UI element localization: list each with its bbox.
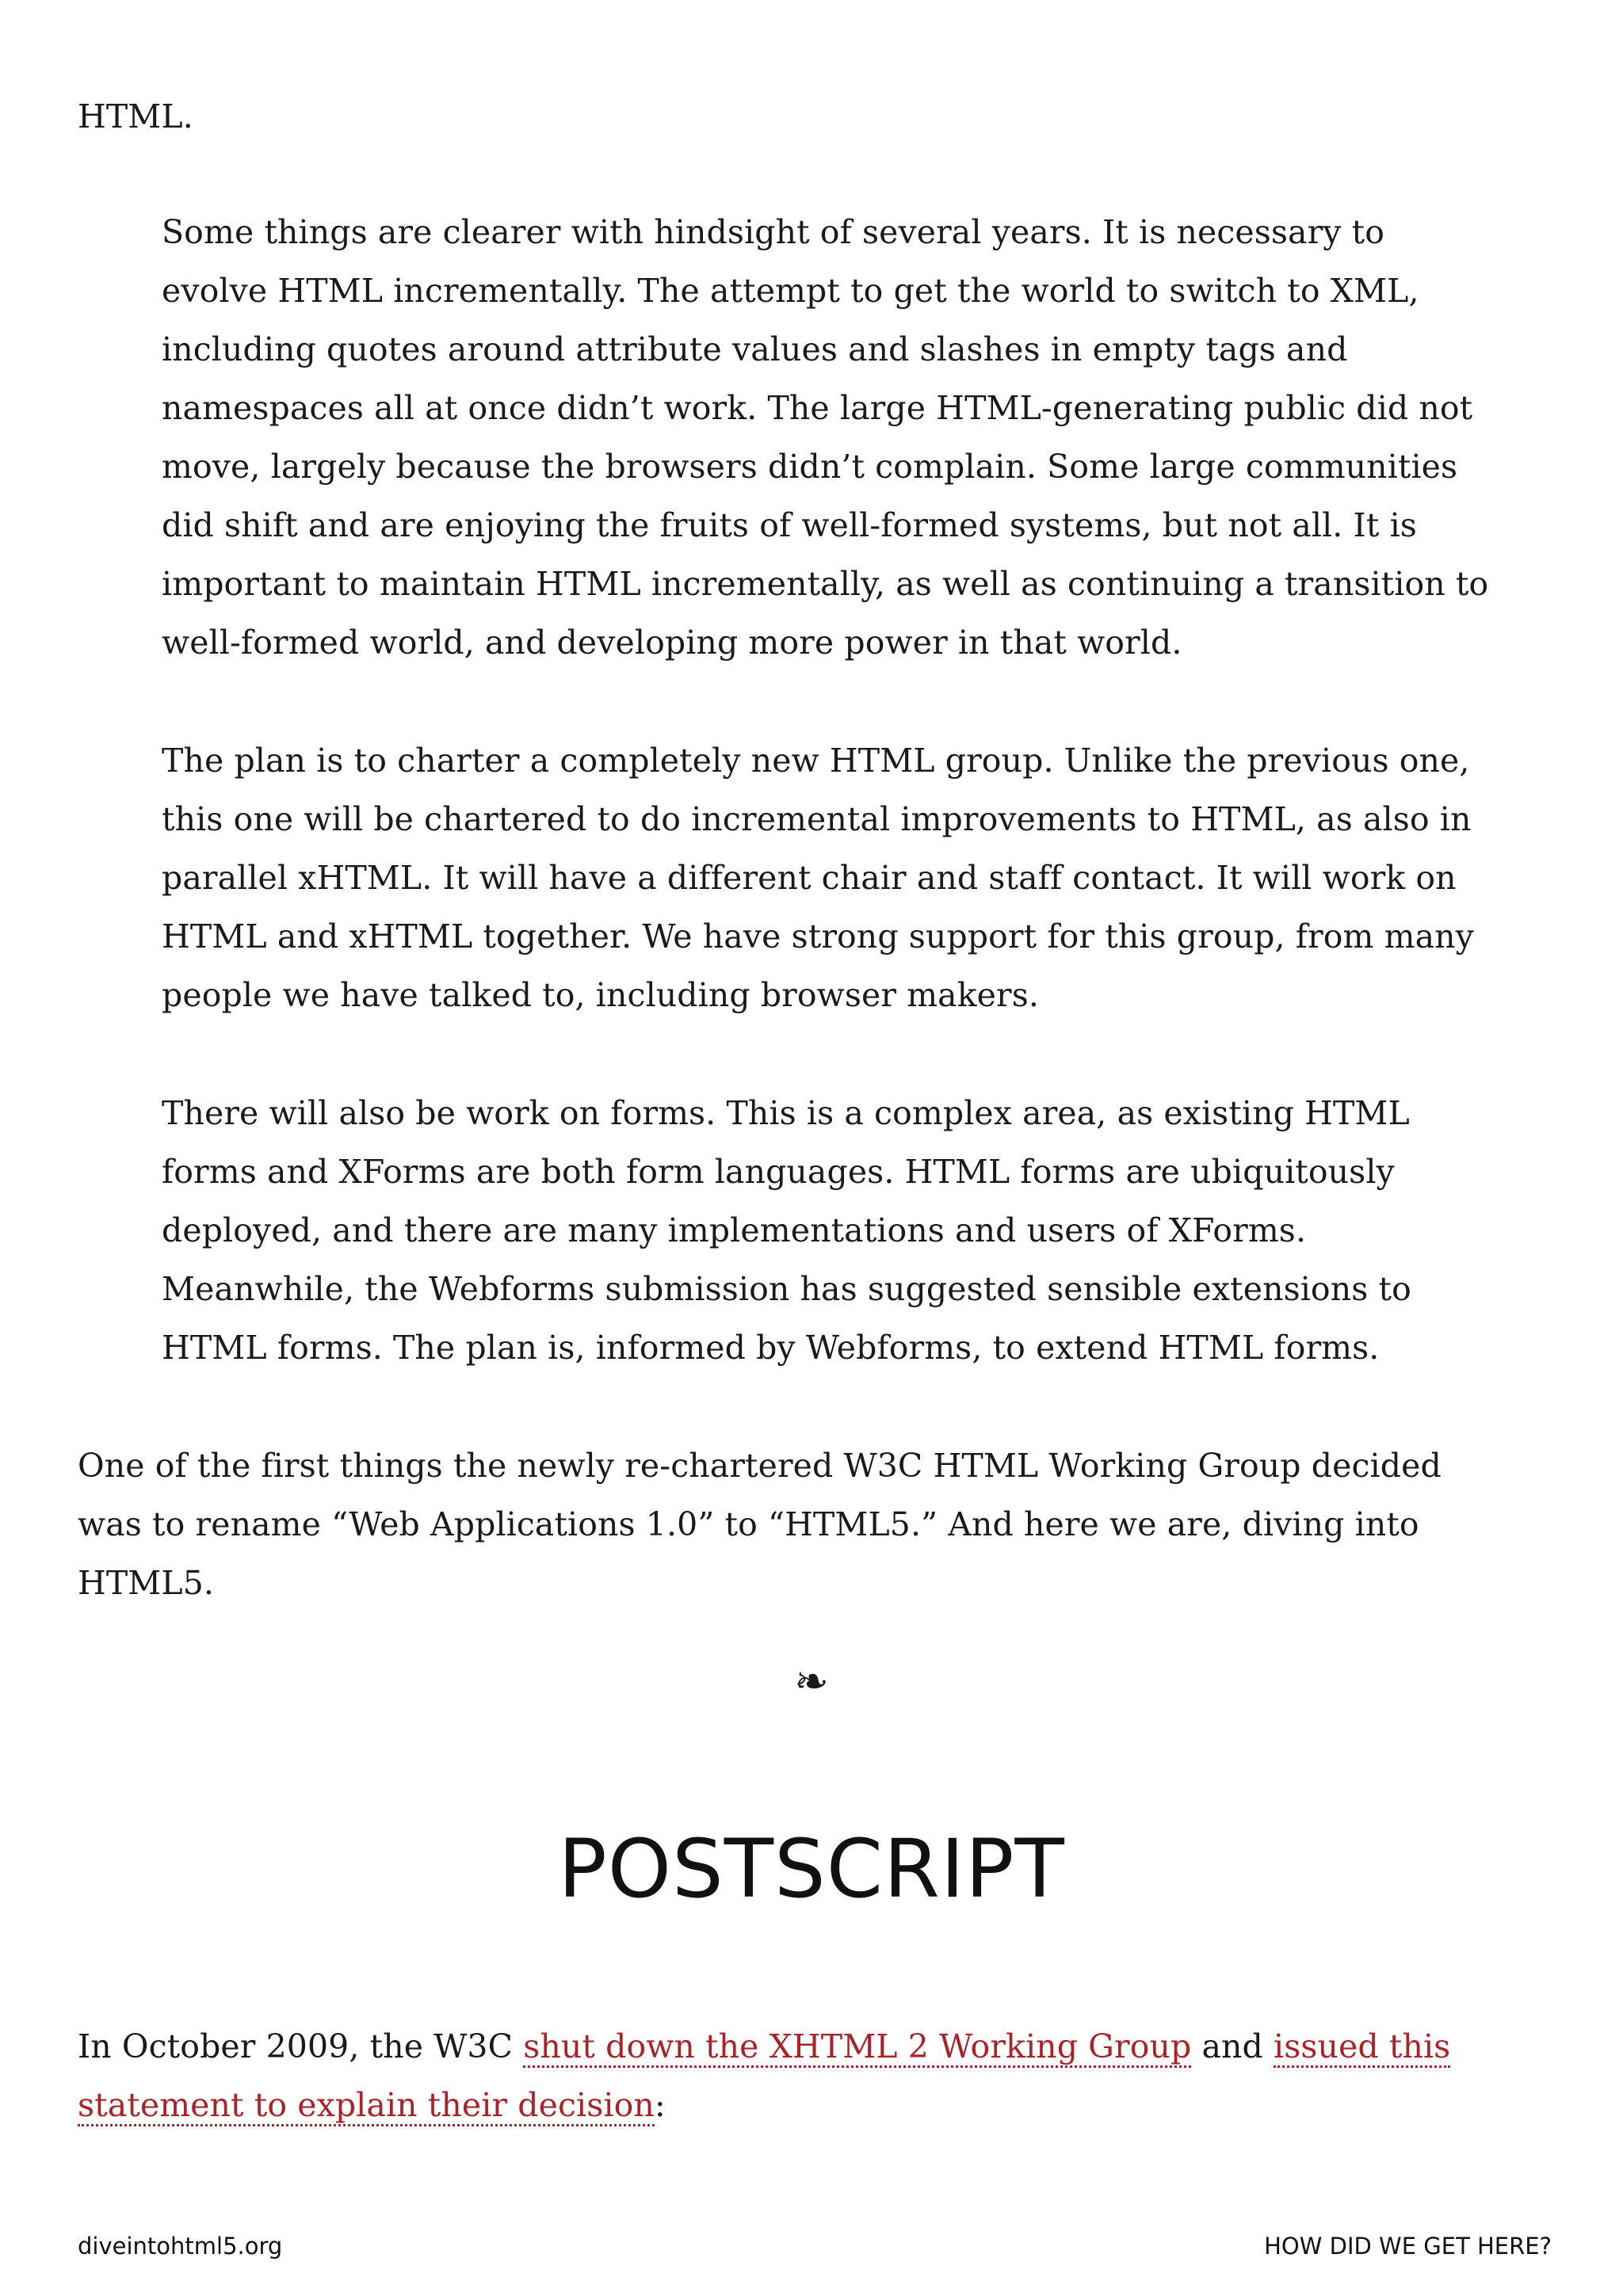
- postscript-paragraph: [78, 2017, 1568, 2134]
- postscript-text-middle: and: [1191, 2027, 1274, 2065]
- footer-chapter-title: HOW DID WE GET HERE?: [1264, 2233, 1552, 2260]
- footer-site-name: diveintohtml5.org: [78, 2233, 283, 2260]
- postscript-text-start: In October 2009, the W3C: [78, 2027, 524, 2065]
- xhtml2-shutdown-link[interactable]: shut down the XHTML 2 Working Group: [523, 2027, 1191, 2068]
- fleuron-divider-icon: ❧: [794, 1658, 829, 1706]
- section-heading: POSTSCRIPT: [558, 1822, 1065, 1917]
- lead-fragment: HTML.: [78, 97, 193, 135]
- postscript-text-end: :: [654, 2086, 666, 2124]
- quote-paragraph-1: Some things are clearer with hindsight of several years. It is necessary to evolve HTML incrementally. The attempt to get the world to switch to XML, including quotes around attribute values and slashes in empty tags and namespaces all at once didn’t work. The large HTML-generating public did not move, largely because the browsers didn’t complain. Some large communities did shift and are enjoying the fruits of well-formed systems, but not all. It is important to maintain HTML incrementally, as well as continuing a transition to well-formed world, and developing more power in that world.: [162, 213, 1489, 662]
- w3c-statement-link[interactable]: issued this statement to explain their decision: [78, 2027, 1450, 2126]
- quote-paragraph-2: The plan is to charter a completely new HTML group. Unlike the previous one, this one will be chartered to do incremental improvements to HTML, as also in parallel xHTML. It will have a different chair and staff contact. It will work on HTML and xHTML together. We have strong support for this group, from many people we have talked to, including browser makers.: [162, 742, 1474, 1014]
- quote-paragraph-3: There will also be work on forms. This is a complex area, as existing HTML forms and XForms are both form languages. HTML forms are ubiquitously deployed, and there are many implementations and users of XForms. Meanwhile, the Webforms submission has suggested sensible extensions to HTML forms. The plan is, informed by Webforms, to extend HTML forms.: [162, 1094, 1411, 1367]
- body-paragraph: One of the first things the newly re-chartered W3C HTML Working Group decided was to rename “Web Applications 1.0” to “HTML5.” And here we are, diving into HTML5.: [78, 1447, 1442, 1602]
